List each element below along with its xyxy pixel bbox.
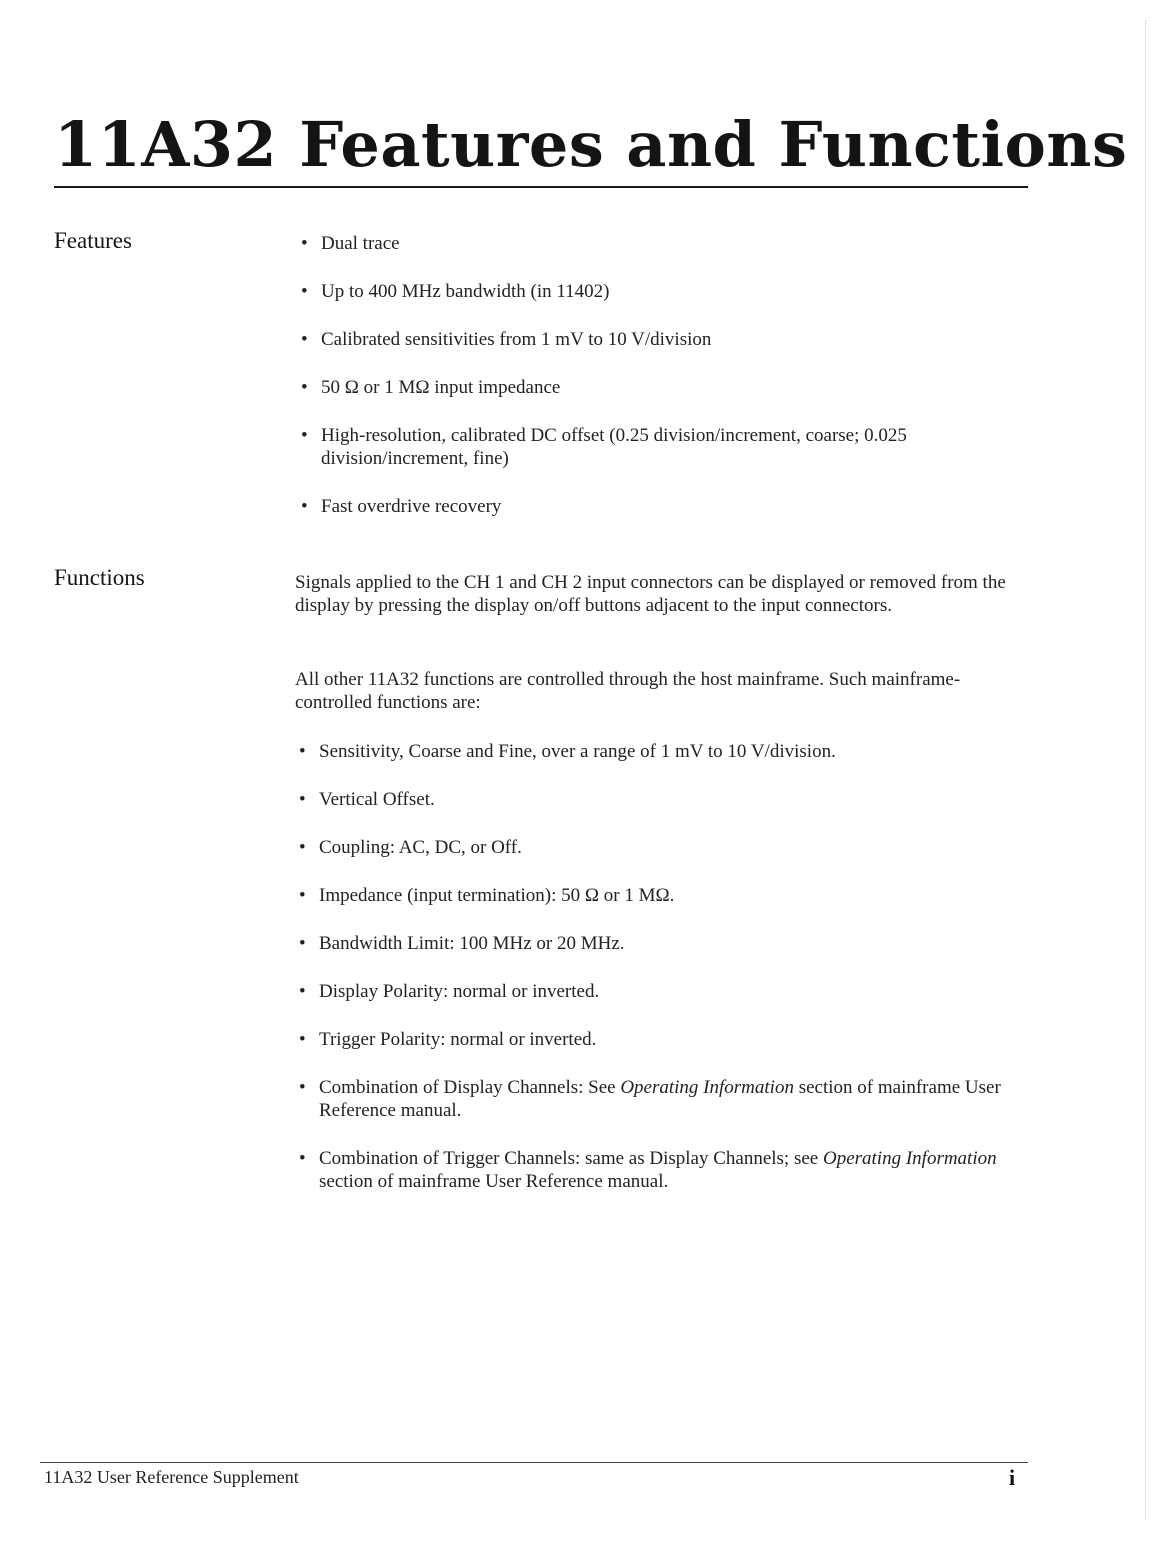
- bullet-icon: •: [299, 981, 306, 1002]
- list-item: [297, 280, 1017, 303]
- function-text: Bandwidth Limit: 100 MHz or 20 MHz.: [319, 933, 625, 954]
- feature-text: Dual trace: [321, 233, 400, 254]
- list-item: [295, 1076, 1015, 1122]
- list-item: [297, 424, 1017, 470]
- feature-text: Fast overdrive recovery: [321, 496, 502, 517]
- feature-text: High-resolution, calibrated DC offset (0.25 division/increment, coarse; 0.025 division/increment, fine): [321, 425, 907, 469]
- list-item: [297, 495, 1017, 518]
- functions-paragraph-1: Signals applied to the CH 1 and CH 2 input connectors can be displayed or removed from the display by pressing the display on/off buttons adjacent to the input connectors.: [295, 572, 1006, 616]
- bullet-icon: •: [299, 1077, 306, 1098]
- footer-document-title: 11A32 User Reference Supplement: [44, 1467, 299, 1487]
- bullet-icon: •: [299, 885, 306, 906]
- list-item: [297, 376, 1017, 399]
- bullet-icon: •: [299, 741, 306, 762]
- footer-rule: [40, 1462, 1028, 1463]
- list-item: [295, 740, 1015, 763]
- functions-list: [295, 740, 1015, 1193]
- list-item: [295, 836, 1015, 859]
- function-text: Impedance (input termination): 50 Ω or 1 MΩ.: [319, 885, 675, 906]
- function-text: Sensitivity, Coarse and Fine, over a range of 1 mV to 10 V/division.: [319, 741, 836, 762]
- list-item: [295, 1028, 1015, 1051]
- page-title: 11A32 Features and Functions: [54, 108, 1128, 181]
- list-item: [295, 980, 1015, 1003]
- features-heading: Features: [54, 228, 132, 253]
- bullet-icon: •: [299, 1148, 306, 1169]
- binder-edge: [1137, 20, 1146, 1520]
- page-number: i: [1009, 1465, 1016, 1490]
- operating-information-reference: Operating Information: [822, 1148, 997, 1169]
- list-item: [295, 884, 1015, 907]
- functions-paragraph-2: All other 11A32 functions are controlled through the host mainframe. Such mainframe-controlled functions are:: [295, 669, 961, 713]
- list-item: [295, 1147, 1015, 1193]
- bullet-icon: •: [299, 789, 306, 810]
- feature-text: Calibrated sensitivities from 1 mV to 10 V/division: [321, 329, 712, 350]
- list-item: [297, 232, 1017, 255]
- bullet-icon: •: [301, 281, 308, 302]
- function-text-display-channels: Combination of Display Channels: See Operating Information section of mainframe User Reference manual.: [319, 1077, 1001, 1121]
- bullet-icon: •: [301, 233, 308, 254]
- list-item: [297, 328, 1017, 351]
- title-rule: [54, 186, 1028, 188]
- function-text-trigger-channels: Combination of Trigger Channels: same as Display Channels; see Operating Information section of mainframe User Reference manual.: [319, 1148, 997, 1192]
- bullet-icon: •: [301, 496, 308, 517]
- list-item: [295, 788, 1015, 811]
- bullet-icon: •: [301, 329, 308, 350]
- bullet-icon: •: [299, 837, 306, 858]
- function-text: Vertical Offset.: [319, 789, 435, 810]
- feature-text: 50 Ω or 1 MΩ input impedance: [321, 377, 561, 398]
- functions-heading: Functions: [54, 565, 145, 590]
- bullet-icon: •: [301, 425, 308, 446]
- operating-information-reference: Operating Information: [620, 1077, 794, 1098]
- features-list: [297, 232, 1017, 518]
- bullet-icon: •: [299, 1029, 306, 1050]
- function-text: Trigger Polarity: normal or inverted.: [319, 1029, 597, 1050]
- bullet-icon: •: [301, 377, 308, 398]
- feature-text: Up to 400 MHz bandwidth (in 11402): [321, 281, 610, 302]
- bullet-icon: •: [299, 933, 306, 954]
- function-text: Display Polarity: normal or inverted.: [319, 981, 600, 1002]
- function-text: Coupling: AC, DC, or Off.: [319, 837, 522, 858]
- list-item: [295, 932, 1015, 955]
